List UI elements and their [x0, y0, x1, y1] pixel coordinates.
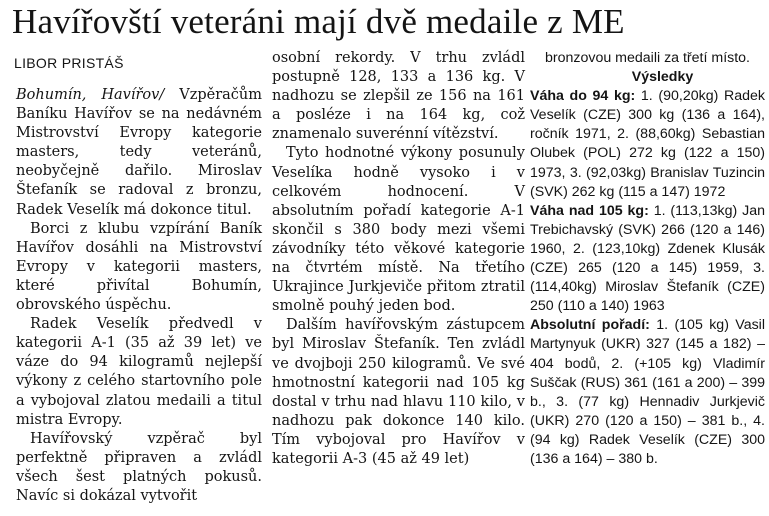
- results-absolute-text: 1. (105 kg) Vasil Martynyuk (UKR) 327 (145 a 182) – 404 bodů, 2. (+105 kg) Vladimír Suščak (RUS) 361 (161 a 200) – 399 b., 3. (77 kg) Hennadiv Jurkjevič (UKR) 270 (120 a 150) – 381 b., 4. (94 kg) Radek Veselík (CZE) 300 (136 a 164) – 380 b.: [530, 317, 765, 467]
- results-105kg-label: Váha nad 105 kg:: [530, 202, 649, 219]
- results-94kg: [530, 87, 765, 202]
- column-1: [16, 86, 262, 506]
- column-3: [530, 49, 765, 469]
- paragraph-2: Borci z klubu vzpírání Baník Havířov dosáhli na Mistrovství Evropy v kategorii masters, které přivítal Bohumín, obrovského úspěchu.: [16, 220, 262, 314]
- results-absolute: [530, 316, 765, 469]
- results-105kg: [530, 202, 765, 317]
- results-title: Výsledky: [631, 69, 694, 86]
- results-94kg-label: Váha do 94 kg:: [530, 88, 636, 105]
- results-absolute-label: Absolutní pořadí:: [530, 317, 650, 334]
- byline: LIBOR PRISTÁŠ: [14, 55, 124, 71]
- paragraph-4: Havířovský vzpěrač byl perfektně připraven a zvládl všech šest platných pokusů. Navíc si dokázal vytvořit: [16, 430, 262, 504]
- headline: Havířovští veteráni mají dvě medaile z ME: [12, 2, 625, 41]
- dateline: Bohumín, Havířov/: [16, 87, 165, 103]
- paragraph-8: bronzovou medaili za třetí místo.: [544, 50, 751, 66]
- lead-text: Vzpěračům Baníku Havířov se na nedávném Mistrovství Evropy kategorie masters, tedy veteránů, neobyčejně dařilo. Miroslav Štefaník se radoval z bronzu, Radek Veselík má dokonce titul.: [16, 87, 262, 218]
- results-105kg-text: 1. (113,13kg) Jan Trebichavský (SVK) 266 (120 a 146) 1960, 2. (123,10kg) Zdenek Klusák (CZE) 265 (120 a 145) 1959, 3. (114,40kg) Miroslav Štefaník (CZE) 250 (110 a 140) 1963: [530, 202, 765, 315]
- results-94kg-text: 1. (90,20kg) Radek Veselík (CZE) 300 kg (136 a 164), ročník 1971, 2. (88,60kg) Sebastian Olubek (POL) 272 kg (122 a 150) 1973, 3. (92,03kg) Branislav Tuzincin (SVK) 262 kg (115 a 147) 1972: [530, 88, 765, 200]
- paragraph-3: Radek Veselík předvedl v kategorii A-1 (35 až 39 let) ve váze do 94 kilogramů nejlepší výkony z celého startovního pole a vybojoval zlatou medaili a titul mistra Evropy.: [16, 316, 262, 428]
- paragraph-6: Tyto hodnotné výkony posunuly Veselíka hodně vysoko i v celkovém hodnocení. V absolutním pořadí kategorie A-1 skončil s 380 body mezi všemi závodníky této věkové kategorie na čtvrtém místě. Na třetího Ukrajince Jurkjeviče přitom ztratil smolně pouhý jeden bod.: [272, 145, 525, 315]
- lead-paragraph: [16, 86, 262, 220]
- paragraph-7: Dalším havířovským zástupcem byl Miroslav Štefaník. Ten zvládl ve dvojboji 250 kilogramů. Ve své hmotnostní kategorii nad 105 kg dostal v trhu nad hlavu 110 kilo, v nadhozu pak dokonce 140 kilo. Tím vybojoval pro Havířov v kategorii A-3 (45 až 49 let): [272, 317, 525, 467]
- paragraph-5: osobní rekordy. V trhu zvládl postupně 128, 133 a 136 kg. V nadhozu se zlepšil ze 156 na 161 a posléze i na 164 kg, což znamenalo suverénní vítězství.: [272, 50, 525, 143]
- column-2: [272, 49, 525, 469]
